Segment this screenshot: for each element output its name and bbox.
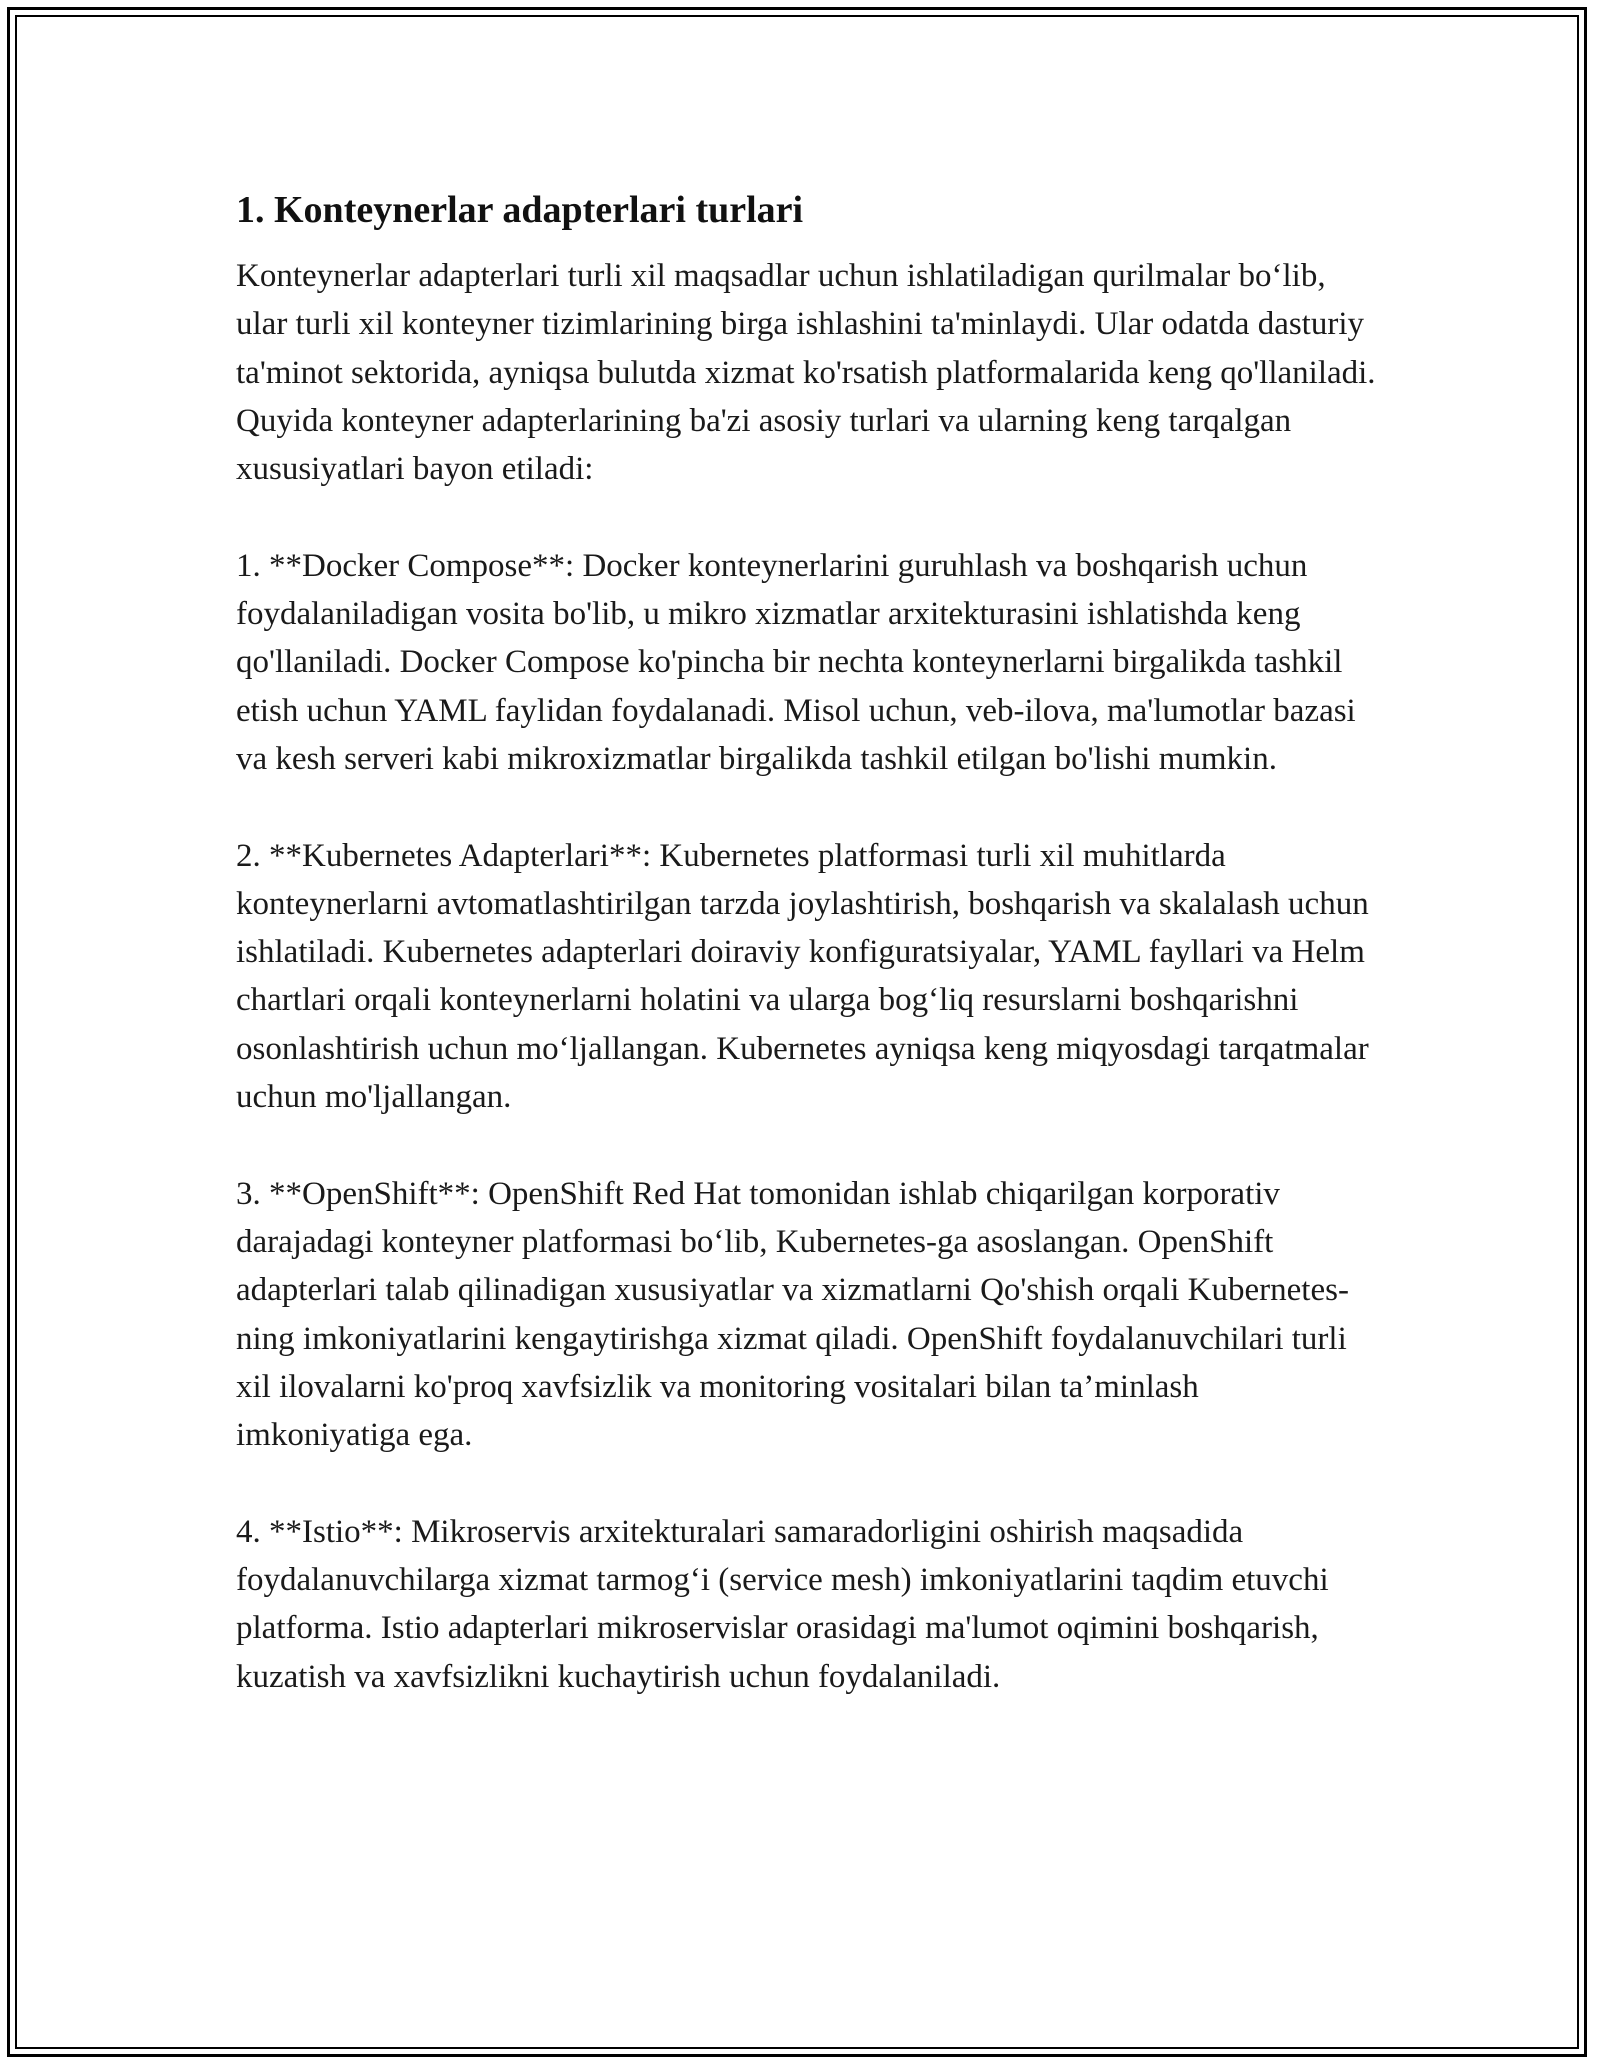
intro-paragraph: Konteynerlar adapterlari turli xil maqsadlar uchun ishlatiladigan qurilmalar bo‘lib, ular turli xil konteyner tizimlarining birga ishlashini ta'minlaydi. Ular odatda dasturiy ta'minot sektorida, ayniqsa bulutda xizmat ko'rsatish platformalarida keng qo'llaniladi. Quyida konteyner adapterlarining ba'zi asosiy turlari va ularning keng tarqalgan xususiyatlari bayon etiladi: xyxy=(236,258,1376,488)
document-body xyxy=(236,186,1376,1701)
paragraph-kubernetes: 2. **Kubernetes Adapterlari**: Kubernetes platformasi turli xil muhitlarda konteynerlarni avtomatlashtirilgan tarzda joylashtirish, boshqarish va skalalash uchun ishlatiladi. Kubernetes adapterlari doiraviy konfiguratsiyalar, YAML fayllari va Helm chartlari orqali konteynerlarni holatini va ularga bog‘liq resurslarni boshqarishni osonlashtirish uchun mo‘ljallangan. Kubernetes ayniqsa keng miqyosdagi tarqatmalar uchun mo'ljallangan. xyxy=(236,837,1369,1116)
paragraph-istio: 4. **Istio**: Mikroservis arxitekturalari samaradorligini oshirish maqsadida foydalanuvchilarga xizmat tarmog‘i (service mesh) imkoniyatlarini taqdim etuvchi platforma. Istio adapterlari mikroservislar orasidagi ma'lumot oqimini boshqarish, kuzatish va xavfsizlikni kuchaytirish uchun foydalaniladi. xyxy=(236,1513,1329,1695)
paragraph-docker-compose: 1. **Docker Compose**: Docker konteynerlarini guruhlash va boshqarish uchun foydalaniladigan vosita bo'lib, u mikro xizmatlar arxitekturasini ishlatishda keng qo'llaniladi. Docker Compose ko'pincha bir nechta konteynerlarni birgalikda tashkil etish uchun YAML faylidan foydalanadi. Misol uchun, veb-ilova, ma'lumotlar bazasi va kesh serveri kabi mikroxizmatlar birgalikda tashkil etilgan bo'lishi mumkin. xyxy=(236,547,1356,777)
paragraph-openshift: 3. **OpenShift**: OpenShift Red Hat tomonidan ishlab chiqarilgan korporativ darajadagi konteyner platformasi bo‘lib, Kubernetes-ga asoslangan. OpenShift adapterlari talab qilinadigan xususiyatlar va xizmatlarni Qo'shish orqali Kubernetes-ning imkoniyatlarini kengaytirishga xizmat qiladi. OpenShift foydalanuvchilari turli xil ilovalarni ko'proq xavfsizlik va monitoring vositalari bilan ta’minlash imkoniyatiga ega. xyxy=(236,1175,1349,1454)
section-heading: 1. Konteynerlar adapterlari turlari xyxy=(236,189,804,231)
